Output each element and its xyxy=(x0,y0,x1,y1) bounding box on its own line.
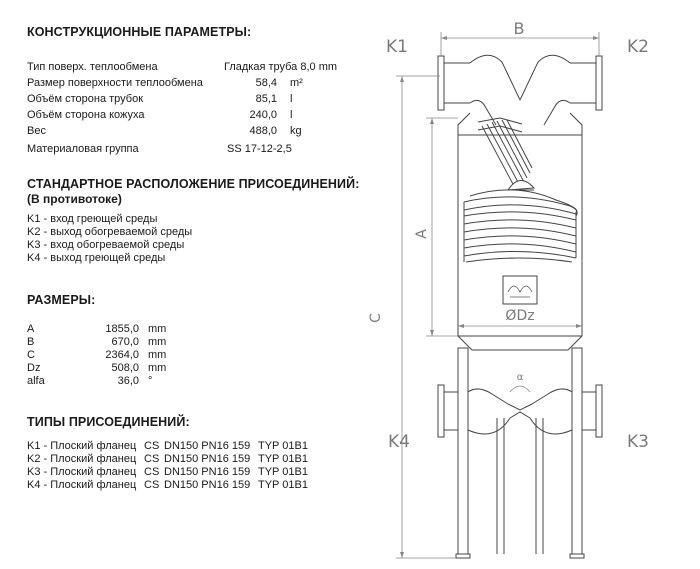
connection-row xyxy=(27,440,357,453)
dimension-b-label: B xyxy=(513,19,525,38)
dimension-c-label: C xyxy=(368,313,384,323)
layout-item-k3: K3 - вход обогреваемой среды xyxy=(27,239,185,251)
param-value: Гладкая труба 8,0 mm xyxy=(224,61,338,73)
param-label: Тип поверх. теплообмена xyxy=(27,61,158,73)
connection-row xyxy=(27,466,357,479)
connection-type: TYP 01B1 xyxy=(258,440,308,452)
connection-spec: DN150 PN16 159 xyxy=(164,453,251,465)
dimension-row xyxy=(27,323,227,336)
layout-subtitle: (В противотоке) xyxy=(27,192,122,206)
connection-material: CS xyxy=(144,440,160,452)
connection-spec: DN150 PN16 159 xyxy=(164,440,251,452)
dimension-row xyxy=(27,349,227,362)
dimension-row xyxy=(27,362,227,375)
connections-title: ТИПЫ ПРИСОЕДИНЕНИЙ: xyxy=(27,415,190,429)
dimension-label: B xyxy=(27,336,35,348)
flange-k2 xyxy=(596,56,602,110)
dimension-value: 670,0 xyxy=(111,336,139,348)
dimension-unit: mm xyxy=(148,336,167,348)
param-value: 240,0 xyxy=(249,109,277,121)
connection-material: CS xyxy=(144,466,160,478)
connection-port: K4 - Плоский фланец xyxy=(27,479,137,491)
connection-spec: DN150 PN16 159 xyxy=(164,466,251,478)
dimension-dz-label: ØDz xyxy=(505,308,535,324)
layout-item-k4: K4 - выход греющей среды xyxy=(27,252,166,264)
dimensions-title: РАЗМЕРЫ: xyxy=(27,293,96,307)
param-label: Вес xyxy=(27,125,46,137)
layout-item-k1: K1 - вход греющей среды xyxy=(27,213,158,225)
flange-k3 xyxy=(596,385,602,437)
dimension-value: 2364,0 xyxy=(105,349,139,361)
param-row xyxy=(27,143,357,157)
layout-title: СТАНДАРТНОЕ РАСПОЛОЖЕНИЕ ПРИСОЕДИНЕНИЙ: xyxy=(27,177,360,191)
dimension-arrows xyxy=(400,36,599,558)
dimension-label: C xyxy=(27,349,35,361)
connection-row xyxy=(27,479,357,492)
port-k3-label: K3 xyxy=(627,432,649,452)
layout-item-k2: K2 - выход обогреваемой среды xyxy=(27,226,193,238)
connection-type: TYP 01B1 xyxy=(258,453,308,465)
dimension-unit: ° xyxy=(148,375,153,387)
flange-k1 xyxy=(438,56,444,110)
param-unit: l xyxy=(290,109,293,121)
param-row xyxy=(27,77,357,91)
param-unit: kg xyxy=(290,125,302,137)
connection-material: CS xyxy=(144,479,160,491)
param-row xyxy=(27,93,357,107)
leg-left xyxy=(458,348,468,554)
dimension-value: 1855,0 xyxy=(105,323,139,335)
dimension-unit: mm xyxy=(148,349,167,361)
dimension-row xyxy=(27,375,227,388)
param-value: 488,0 xyxy=(249,125,277,137)
param-row xyxy=(27,125,357,139)
connection-spec: DN150 PN16 159 xyxy=(164,479,251,491)
connection-row xyxy=(27,453,357,466)
connection-type: TYP 01B1 xyxy=(258,479,308,491)
param-unit: m² xyxy=(290,77,303,89)
param-label: Материаловая группа xyxy=(27,143,139,155)
dimension-value: 508,0 xyxy=(111,362,139,374)
logo-box xyxy=(503,276,537,304)
dimension-label: alfa xyxy=(27,375,45,387)
drawing-strokes xyxy=(438,55,602,558)
connection-type: TYP 01B1 xyxy=(258,466,308,478)
param-label: Объём сторона трубок xyxy=(27,93,144,105)
connection-material: CS xyxy=(144,453,160,465)
param-label: Размер поверхности теплообмена xyxy=(27,77,203,89)
param-value: 58,4 xyxy=(255,77,277,89)
param-value: 85,1 xyxy=(255,93,277,105)
connection-port: K2 - Плоский фланец xyxy=(27,453,137,465)
dimension-unit: mm xyxy=(148,362,167,374)
dimension-a-label: A xyxy=(414,229,430,239)
dimension-value: 36,0 xyxy=(117,375,139,387)
connection-port: K1 - Плоский фланец xyxy=(27,440,137,452)
connection-port: K3 - Плоский фланец xyxy=(27,466,137,478)
param-row xyxy=(27,61,357,75)
param-value: SS 17-12-2,5 xyxy=(227,143,292,155)
params-title: КОНСТРУКЦИОННЫЕ ПАРАМЕТРЫ: xyxy=(27,25,252,39)
angle-alfa-label: α xyxy=(516,372,524,383)
port-k4-label: K4 xyxy=(388,432,410,452)
dimension-label: A xyxy=(27,323,35,335)
param-row xyxy=(27,109,357,123)
heat-exchanger-drawing xyxy=(370,0,700,569)
flange-k4 xyxy=(438,385,444,437)
port-k2-label: K2 xyxy=(627,37,649,57)
dimension-unit: mm xyxy=(148,323,167,335)
dimension-row xyxy=(27,336,227,349)
param-label: Объём сторона кожуха xyxy=(27,109,145,121)
dimension-label: Dz xyxy=(27,362,41,374)
leg-right xyxy=(572,348,582,554)
port-k1-label: K1 xyxy=(386,37,408,57)
param-unit: l xyxy=(290,93,293,105)
